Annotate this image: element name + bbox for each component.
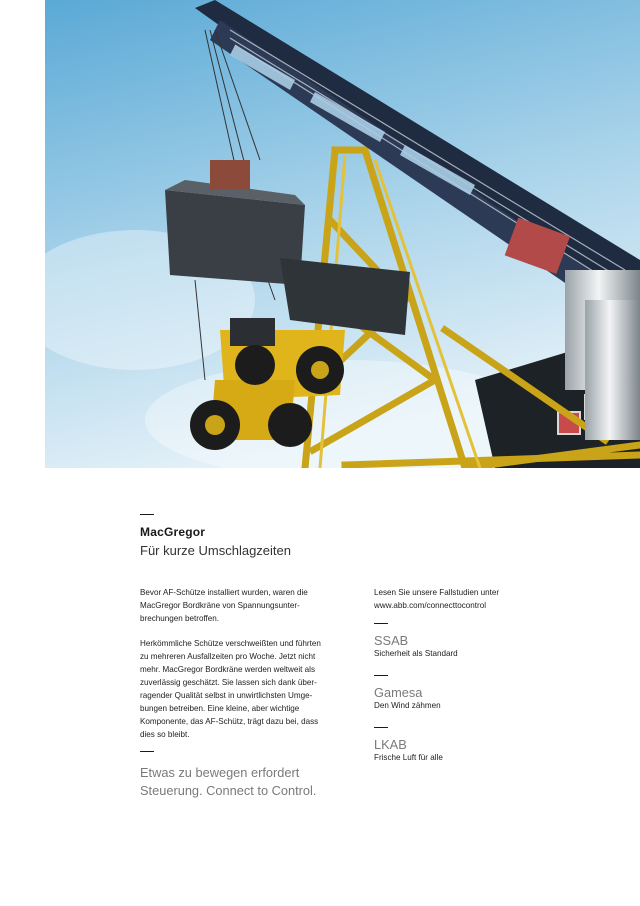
- intro-line: Lesen Sie unsere Fallstudien unter: [374, 588, 500, 597]
- case-desc: Den Wind zähmen: [374, 701, 441, 710]
- tagline-line: Steuerung. Connect to Control.: [140, 783, 317, 798]
- paragraph-line: Komponente, das AF-Schütz, trägt dazu bei, dass: [140, 717, 319, 726]
- tagline-divider: [140, 751, 154, 752]
- paragraph-line: zuverlässig geschätzt. Sie lassen sich dank über-: [140, 678, 317, 687]
- paragraph-intro: [140, 586, 360, 625]
- title-divider: [140, 514, 154, 515]
- paragraph-line: Bevor AF-Schütze installiert wurden, waren die: [140, 588, 308, 597]
- case-name: LKAB: [374, 737, 407, 752]
- crane-photo-icon: [45, 0, 640, 468]
- hero-image: [45, 0, 640, 468]
- case-divider: [374, 727, 388, 728]
- case-name: SSAB: [374, 633, 409, 648]
- paragraph-body: [140, 637, 360, 741]
- case-desc: Sicherheit als Standard: [374, 649, 458, 658]
- paragraph-line: ragender Qualität selbst in unwirtlichsten Umge-: [140, 691, 313, 700]
- paragraph-line: mehr. MacGregor Bordkräne werden weltweit als: [140, 665, 315, 674]
- article-subtitle: Für kurze Umschlagzeiten: [140, 543, 291, 558]
- company-title: MacGregor: [140, 525, 206, 539]
- case-studies-intro: [374, 586, 499, 612]
- paragraph-line: brechungen betroffen.: [140, 614, 220, 623]
- case-study-gamesa[interactable]: [374, 685, 441, 712]
- paragraph-line: zu mehreren Ausfallzeiten pro Woche. Jetzt nicht: [140, 652, 316, 661]
- tagline: [140, 764, 316, 800]
- case-divider: [374, 623, 388, 624]
- paragraph-line: dies so bleibt.: [140, 730, 190, 739]
- case-divider: [374, 675, 388, 676]
- paragraph-line: bungen betreiben. Eine kleine, aber wichtige: [140, 704, 300, 713]
- paragraph-line: Herkömmliche Schütze verschweißten und führten: [140, 639, 321, 648]
- paragraph-line: MacGregor Bordkräne von Spannungsunter-: [140, 601, 300, 610]
- case-studies-link[interactable]: www.abb.com/connecttocontrol: [374, 601, 487, 610]
- case-study-ssab[interactable]: [374, 633, 458, 660]
- case-name: Gamesa: [374, 685, 423, 700]
- case-study-lkab[interactable]: [374, 737, 443, 764]
- tagline-line: Etwas zu bewegen erfordert: [140, 765, 300, 780]
- case-desc: Frische Luft für alle: [374, 753, 443, 762]
